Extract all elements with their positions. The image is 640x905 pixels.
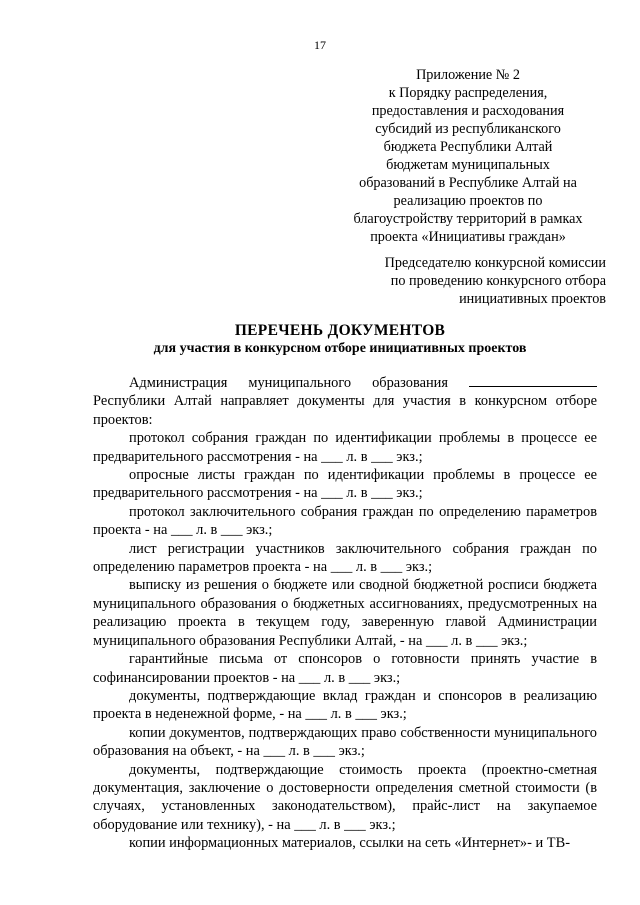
document-title: [60, 322, 620, 358]
list-item: выписку из решения о бюджете или сводной бюджетной росписи бюджета муниципального образования о бюджетных ассигнованиях, предусмотренных на реализацию проекта в текущем году, заверенную главой Администрации муниципального образования Республики Алтай, - на ___ л. в ___ экз.;: [93, 577, 597, 649]
intro-text-a: Администрация муниципального образования: [129, 375, 448, 391]
list-item: гарантийные письма от спонсоров о готовности принять участие в софинансировании проектов - на ___ л. в ___ экз.;: [93, 651, 597, 686]
list-item: копии документов, подтверждающих право собственности муниципального образования на объект, - на ___ л. в ___ экз.;: [93, 724, 597, 760]
addressee-line: Председателю конкурсной комиссии: [384, 255, 606, 271]
list-item: опросные листы граждан по идентификации проблемы в процессе ее предварительного рассмотрения - на ___ л. в ___ экз.;: [93, 467, 597, 502]
list-item: протокол собрания граждан по идентификации проблемы в процессе ее предварительного рассмотрения - на ___ л. в ___ экз.;: [93, 430, 597, 465]
list-item: протокол заключительного собрания граждан по определению параметров проекта - на ___ л. в ___ экз.;: [93, 503, 597, 539]
intro-paragraph: [93, 374, 597, 429]
appendix-line: бюджетам муниципальных: [386, 157, 550, 173]
list-item: документы, подтверждающие стоимость проекта (проектно-сметная документация, заключение о достоверности определения сметной стоимости (в случаях, установленных законодательством), прайс-лист на закупаемое оборудование или технику), - на ___ л. в ___ экз.;: [93, 761, 597, 833]
appendix-line: к Порядку распределения,: [388, 85, 548, 101]
list-item: лист регистрации участников заключительного собрания граждан по определению параметров проекта - на ___ л. в ___ экз.;: [93, 540, 597, 576]
page-number: 17: [314, 38, 326, 52]
appendix-line: Приложение № 2: [416, 67, 520, 83]
document-body: [93, 374, 597, 853]
appendix-line: проекта «Инициативы граждан»: [370, 229, 566, 245]
appendix-line: благоустройству территорий в рамках: [353, 211, 583, 227]
intro-text-b: Республики Алтай направляет документы для участия в конкурсном отборе проектов:: [93, 393, 597, 428]
title-sub: для участия в конкурсном отборе инициативных проектов: [153, 341, 527, 356]
appendix-line: предоставления и расходования: [371, 103, 565, 119]
list-item: копии информационных материалов, ссылки на сеть «Интернет»- и ТВ-: [129, 835, 570, 852]
appendix-line: субсидий из республиканского: [375, 121, 561, 137]
addressee-block: [330, 254, 606, 308]
addressee-line: по проведению конкурсного отбора: [390, 273, 606, 289]
list-item: документы, подтверждающие вклад граждан и спонсоров в реализацию проекта в неденежной форме, - на ___ л. в ___ экз.;: [93, 687, 597, 723]
appendix-line: реализацию проектов по: [393, 193, 543, 209]
appendix-line: бюджета Республики Алтай: [383, 139, 553, 155]
appendix-header: [330, 66, 606, 246]
addressee-line: инициативных проектов: [459, 291, 606, 307]
appendix-line: образований в Республике Алтай на: [359, 175, 577, 191]
title-main: ПЕРЕЧЕНЬ ДОКУМЕНТОВ: [234, 322, 446, 339]
municipality-blank: [469, 374, 597, 387]
